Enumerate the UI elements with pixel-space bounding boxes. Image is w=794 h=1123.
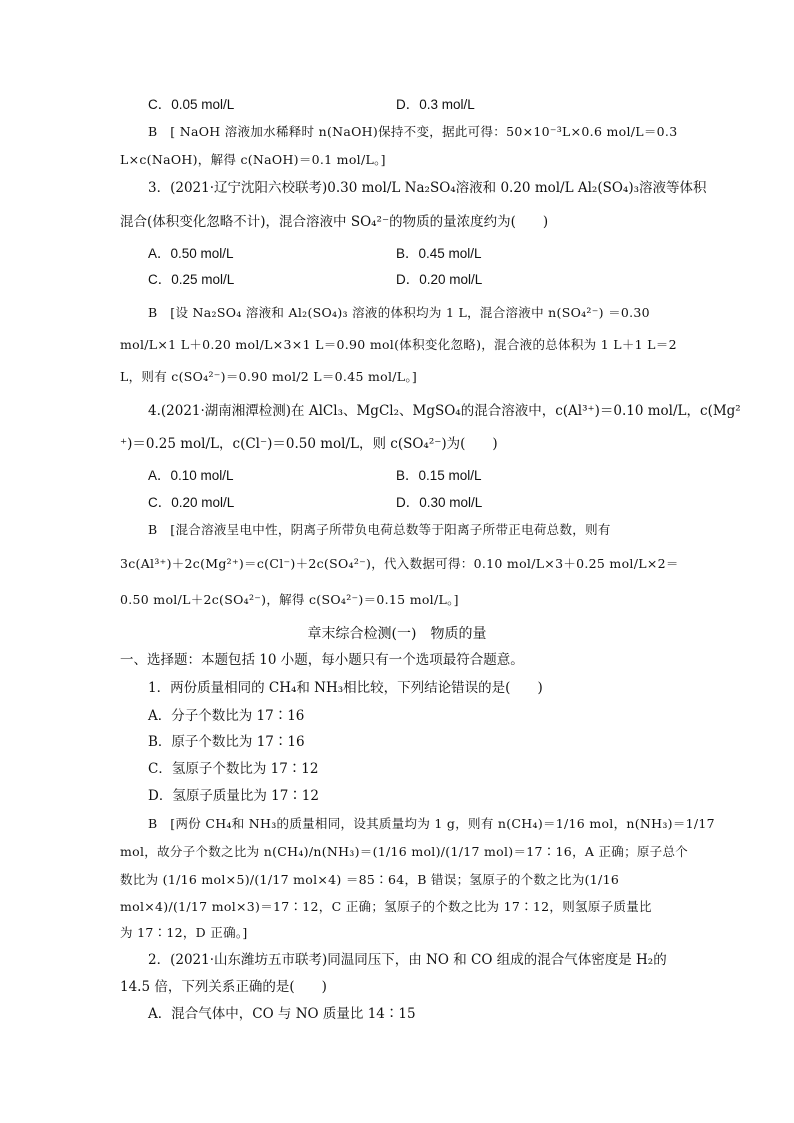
- option-a: A．分子个数比为 17∶16: [148, 708, 305, 724]
- answer-explanation: L，则有 c(SO₄²⁻)＝0.90 mol/2 L＝0.45 mol/L。]: [120, 369, 418, 384]
- option-b: B．0.15 mol/L: [396, 468, 482, 483]
- answer-explanation: 数比为 (1/16 mol×5)/(1/17 mol×4) ＝85∶64，B 错误；氢原子的个数之比为(1/16: [120, 872, 620, 887]
- answer-explanation: mol/L×1 L＋0.20 mol/L×3×1 L＝0.90 mol(体积变化忽略)，混合液的总体积为 1 L＋1 L＝2: [120, 337, 677, 352]
- question-1: 1．两份质量相同的 CH₄和 NH₃相比较，下列结论错误的是( ): [148, 680, 543, 696]
- option-c: C．0.05 mol/L: [148, 97, 235, 112]
- answer-explanation: 为 17∶12，D 正确。]: [120, 925, 248, 940]
- option-c: C．氢原子个数比为 17∶12: [148, 761, 319, 777]
- question-4: 4.(2021·湖南湘潭检测)在 AlCl₃、MgCl₂、MgSO₄的混合溶液中，c(Al³⁺)＝0.10 mol/L，c(Mg²: [148, 403, 741, 419]
- answer-explanation: 0.50 mol/L＋2c(SO₄²⁻)，解得 c(SO₄²⁻)＝0.15 mol/L。]: [120, 592, 459, 607]
- answer-explanation: B [两份 CH₄和 NH₃的质量相同，设其质量均为 1 g，则有 n(CH₄)＝1/16 mol，n(NH₃)＝1/17: [148, 816, 715, 831]
- question-2: 2．(2021·山东潍坊五市联考)同温同压下，由 NO 和 CO 组成的混合气体密度是 H₂的: [148, 952, 667, 968]
- answer-explanation: mol×4)/(1/17 mol×3)＝17∶12，C 正确；氢原子的个数之比为 17∶12，则氢原子质量比: [120, 899, 652, 914]
- answer-explanation: B [ NaOH 溶液加水稀释时 n(NaOH)保持不变，据此可得：50×10⁻³L×0.6 mol/L＝0.3: [148, 124, 678, 139]
- option-a: A．0.10 mol/L: [148, 468, 234, 483]
- question-3: 3．(2021·辽宁沈阳六校联考)0.30 mol/L Na₂SO₄溶液和 0.20 mol/L Al₂(SO₄)₃溶液等体积: [148, 180, 707, 196]
- answer-explanation: mol，故分子个数之比为 n(CH₄)/n(NH₃)＝(1/16 mol)/(1/17 mol)＝17∶16，A 正确；原子总个: [120, 844, 689, 859]
- option-d: D．0.30 mol/L: [396, 495, 483, 510]
- option-d: D．0.3 mol/L: [396, 97, 475, 112]
- option-a: A．0.50 mol/L: [148, 246, 234, 261]
- option-b: B．原子个数比为 17∶16: [148, 734, 305, 750]
- section-instructions: 一、选择题：本题包括 10 小题，每小题只有一个选项最符合题意。: [120, 652, 524, 668]
- question-2: 14.5 倍，下列关系正确的是( ): [120, 979, 327, 995]
- answer-explanation: 3c(Al³⁺)＋2c(Mg²⁺)＝c(Cl⁻)＋2c(SO₄²⁻)，代入数据可得：0.10 mol/L×3＋0.25 mol/L×2＝: [120, 556, 679, 571]
- option-a: A．混合气体中，CO 与 NO 质量比 14∶15: [148, 1006, 416, 1022]
- answer-explanation: L×c(NaOH)，解得 c(NaOH)＝0.1 mol/L。]: [120, 152, 386, 167]
- option-b: B．0.45 mol/L: [396, 246, 482, 261]
- option-d: D．0.20 mol/L: [396, 272, 483, 287]
- question-4: ⁺)＝0.25 mol/L，c(Cl⁻)＝0.50 mol/L，则 c(SO₄²⁻)为( ): [120, 436, 498, 452]
- option-c: C．0.20 mol/L: [148, 495, 235, 510]
- question-3: 混合(体积变化忽略不计)，混合溶液中 SO₄²⁻的物质的量浓度约为( ): [120, 214, 549, 230]
- option-c: C．0.25 mol/L: [148, 272, 235, 287]
- answer-explanation: B [设 Na₂SO₄ 溶液和 Al₂(SO₄)₃ 溶液的体积均为 1 L，混合溶液中 n(SO₄²⁻) ＝0.30: [148, 305, 650, 320]
- answer-explanation: B [混合溶液呈电中性，阴离子所带负电荷总数等于阳离子所带正电荷总数，则有: [148, 522, 611, 537]
- option-d: D．氢原子质量比为 17∶12: [148, 788, 319, 804]
- section-title: 章末综合检测(一) 物质的量: [307, 626, 487, 642]
